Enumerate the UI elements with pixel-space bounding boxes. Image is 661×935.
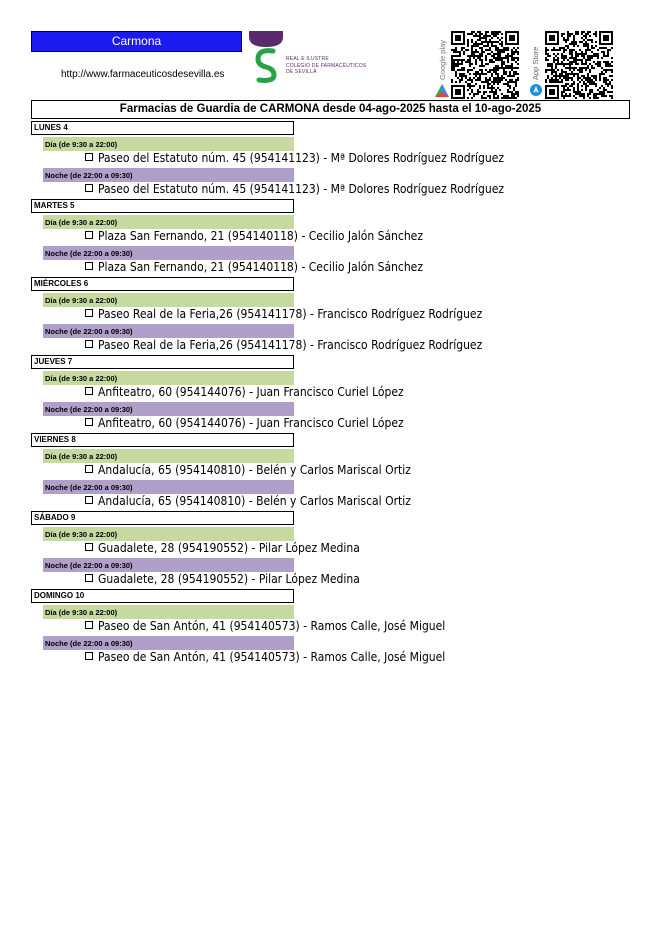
app-store-label: App Store — [531, 46, 540, 80]
day-block — [31, 277, 631, 353]
pharmacy-text: Anfiteatro, 60 (954144076) - Juan Francisco Curiel López — [98, 416, 404, 430]
pharmacy-text: Guadalete, 28 (954190552) - Pilar López Medina — [98, 541, 360, 555]
website-link[interactable]: http://www.farmaceuticosdesevilla.es — [61, 69, 225, 80]
day-title: MIÉRCOLES 6 — [31, 277, 294, 291]
day-pharmacy-entry — [85, 229, 631, 244]
night-pharmacy-entry — [85, 182, 631, 197]
night-pharmacy-entry — [85, 494, 631, 509]
colegio-logo-text: REAL E ILUSTRE COLEGIO DE FARMACÉUTICOS DE SEVILLA — [286, 56, 367, 75]
night-shift-label: Noche (de 22:00 a 09:30) — [43, 324, 294, 338]
checkbox-icon — [85, 621, 93, 629]
pharmacy-text: Paseo del Estatuto núm. 45 (954141123) - Mª Dolores Rodríguez Rodríguez — [98, 182, 505, 196]
day-shift-label: Día (de 9:30 a 22:00) — [43, 605, 294, 619]
checkbox-icon — [85, 231, 93, 239]
day-pharmacy-entry — [85, 463, 631, 478]
day-pharmacy-entry — [85, 619, 631, 634]
pharmacy-text: Paseo de San Antón, 41 (954140573) - Ramos Calle, José Miguel — [98, 650, 446, 664]
night-shift-label: Noche (de 22:00 a 09:30) — [43, 168, 294, 182]
day-block — [31, 433, 631, 509]
pharmacy-text: Plaza San Fernando, 21 (954140118) - Cecilio Jalón Sánchez — [98, 260, 423, 274]
night-pharmacy-entry — [85, 338, 631, 353]
google-play-label: Google play — [438, 39, 447, 80]
checkbox-icon — [85, 153, 93, 161]
night-pharmacy-entry — [85, 260, 631, 275]
page-title: Farmacias de Guardia de CARMONA desde 04-ago-2025 hasta el 10-ago-2025 — [31, 100, 630, 119]
night-pharmacy-entry — [85, 416, 631, 431]
day-title: MARTES 5 — [31, 199, 294, 213]
day-title: JUEVES 7 — [31, 355, 294, 369]
day-shift-label: Día (de 9:30 a 22:00) — [43, 293, 294, 307]
day-shift-label: Día (de 9:30 a 22:00) — [43, 215, 294, 229]
checkbox-icon — [85, 340, 93, 348]
checkbox-icon — [85, 574, 93, 582]
day-title: SÁBADO 9 — [31, 511, 294, 525]
day-block — [31, 199, 631, 275]
pharmacy-text: Paseo Real de la Feria,26 (954141178) - Francisco Rodríguez Rodríguez — [98, 307, 483, 321]
day-title: LUNES 4 — [31, 121, 294, 135]
town-name-box: Carmona — [31, 31, 242, 52]
day-pharmacy-entry — [85, 307, 631, 322]
google-play-icon[interactable] — [435, 84, 449, 97]
checkbox-icon — [85, 309, 93, 317]
checkbox-icon — [85, 418, 93, 426]
app-store-icon[interactable] — [530, 84, 542, 96]
day-title: VIERNES 8 — [31, 433, 294, 447]
night-pharmacy-entry — [85, 572, 631, 587]
day-shift-label: Día (de 9:30 a 22:00) — [43, 449, 294, 463]
google-play-qr-code[interactable] — [451, 31, 519, 99]
day-shift-label: Día (de 9:30 a 22:00) — [43, 527, 294, 541]
checkbox-icon — [85, 496, 93, 504]
day-block — [31, 355, 631, 431]
pharmacy-text: Paseo de San Antón, 41 (954140573) - Ramos Calle, José Miguel — [98, 619, 446, 633]
day-shift-label: Día (de 9:30 a 22:00) — [43, 371, 294, 385]
checkbox-icon — [85, 652, 93, 660]
night-shift-label: Noche (de 22:00 a 09:30) — [43, 558, 294, 572]
schedule-list — [31, 119, 631, 665]
pharmacy-text: Andalucía, 65 (954140810) - Belén y Carlos Mariscal Ortiz — [98, 463, 411, 477]
pharmacy-text: Paseo Real de la Feria,26 (954141178) - Francisco Rodríguez Rodríguez — [98, 338, 483, 352]
app-store-qr-code[interactable] — [545, 31, 613, 99]
pharmacy-text: Andalucía, 65 (954140810) - Belén y Carlos Mariscal Ortiz — [98, 494, 411, 508]
checkbox-icon — [85, 543, 93, 551]
checkbox-icon — [85, 184, 93, 192]
pharmacy-text: Guadalete, 28 (954190552) - Pilar López Medina — [98, 572, 360, 586]
night-shift-label: Noche (de 22:00 a 09:30) — [43, 636, 294, 650]
day-block — [31, 511, 631, 587]
night-shift-label: Noche (de 22:00 a 09:30) — [43, 402, 294, 416]
day-block — [31, 121, 631, 197]
pharmacy-text: Plaza San Fernando, 21 (954140118) - Cecilio Jalón Sánchez — [98, 229, 423, 243]
night-shift-label: Noche (de 22:00 a 09:30) — [43, 246, 294, 260]
pharmacy-text: Paseo del Estatuto núm. 45 (954141123) - Mª Dolores Rodríguez Rodríguez — [98, 151, 505, 165]
checkbox-icon — [85, 387, 93, 395]
night-shift-label: Noche (de 22:00 a 09:30) — [43, 480, 294, 494]
checkbox-icon — [85, 262, 93, 270]
checkbox-icon — [85, 465, 93, 473]
day-pharmacy-entry — [85, 541, 631, 556]
day-pharmacy-entry — [85, 151, 631, 166]
night-pharmacy-entry — [85, 650, 631, 665]
day-block — [31, 589, 631, 665]
day-pharmacy-entry — [85, 385, 631, 400]
pharmacy-text: Anfiteatro, 60 (954144076) - Juan Francisco Curiel López — [98, 385, 404, 399]
day-shift-label: Día (de 9:30 a 22:00) — [43, 137, 294, 151]
day-title: DOMINGO 10 — [31, 589, 294, 603]
